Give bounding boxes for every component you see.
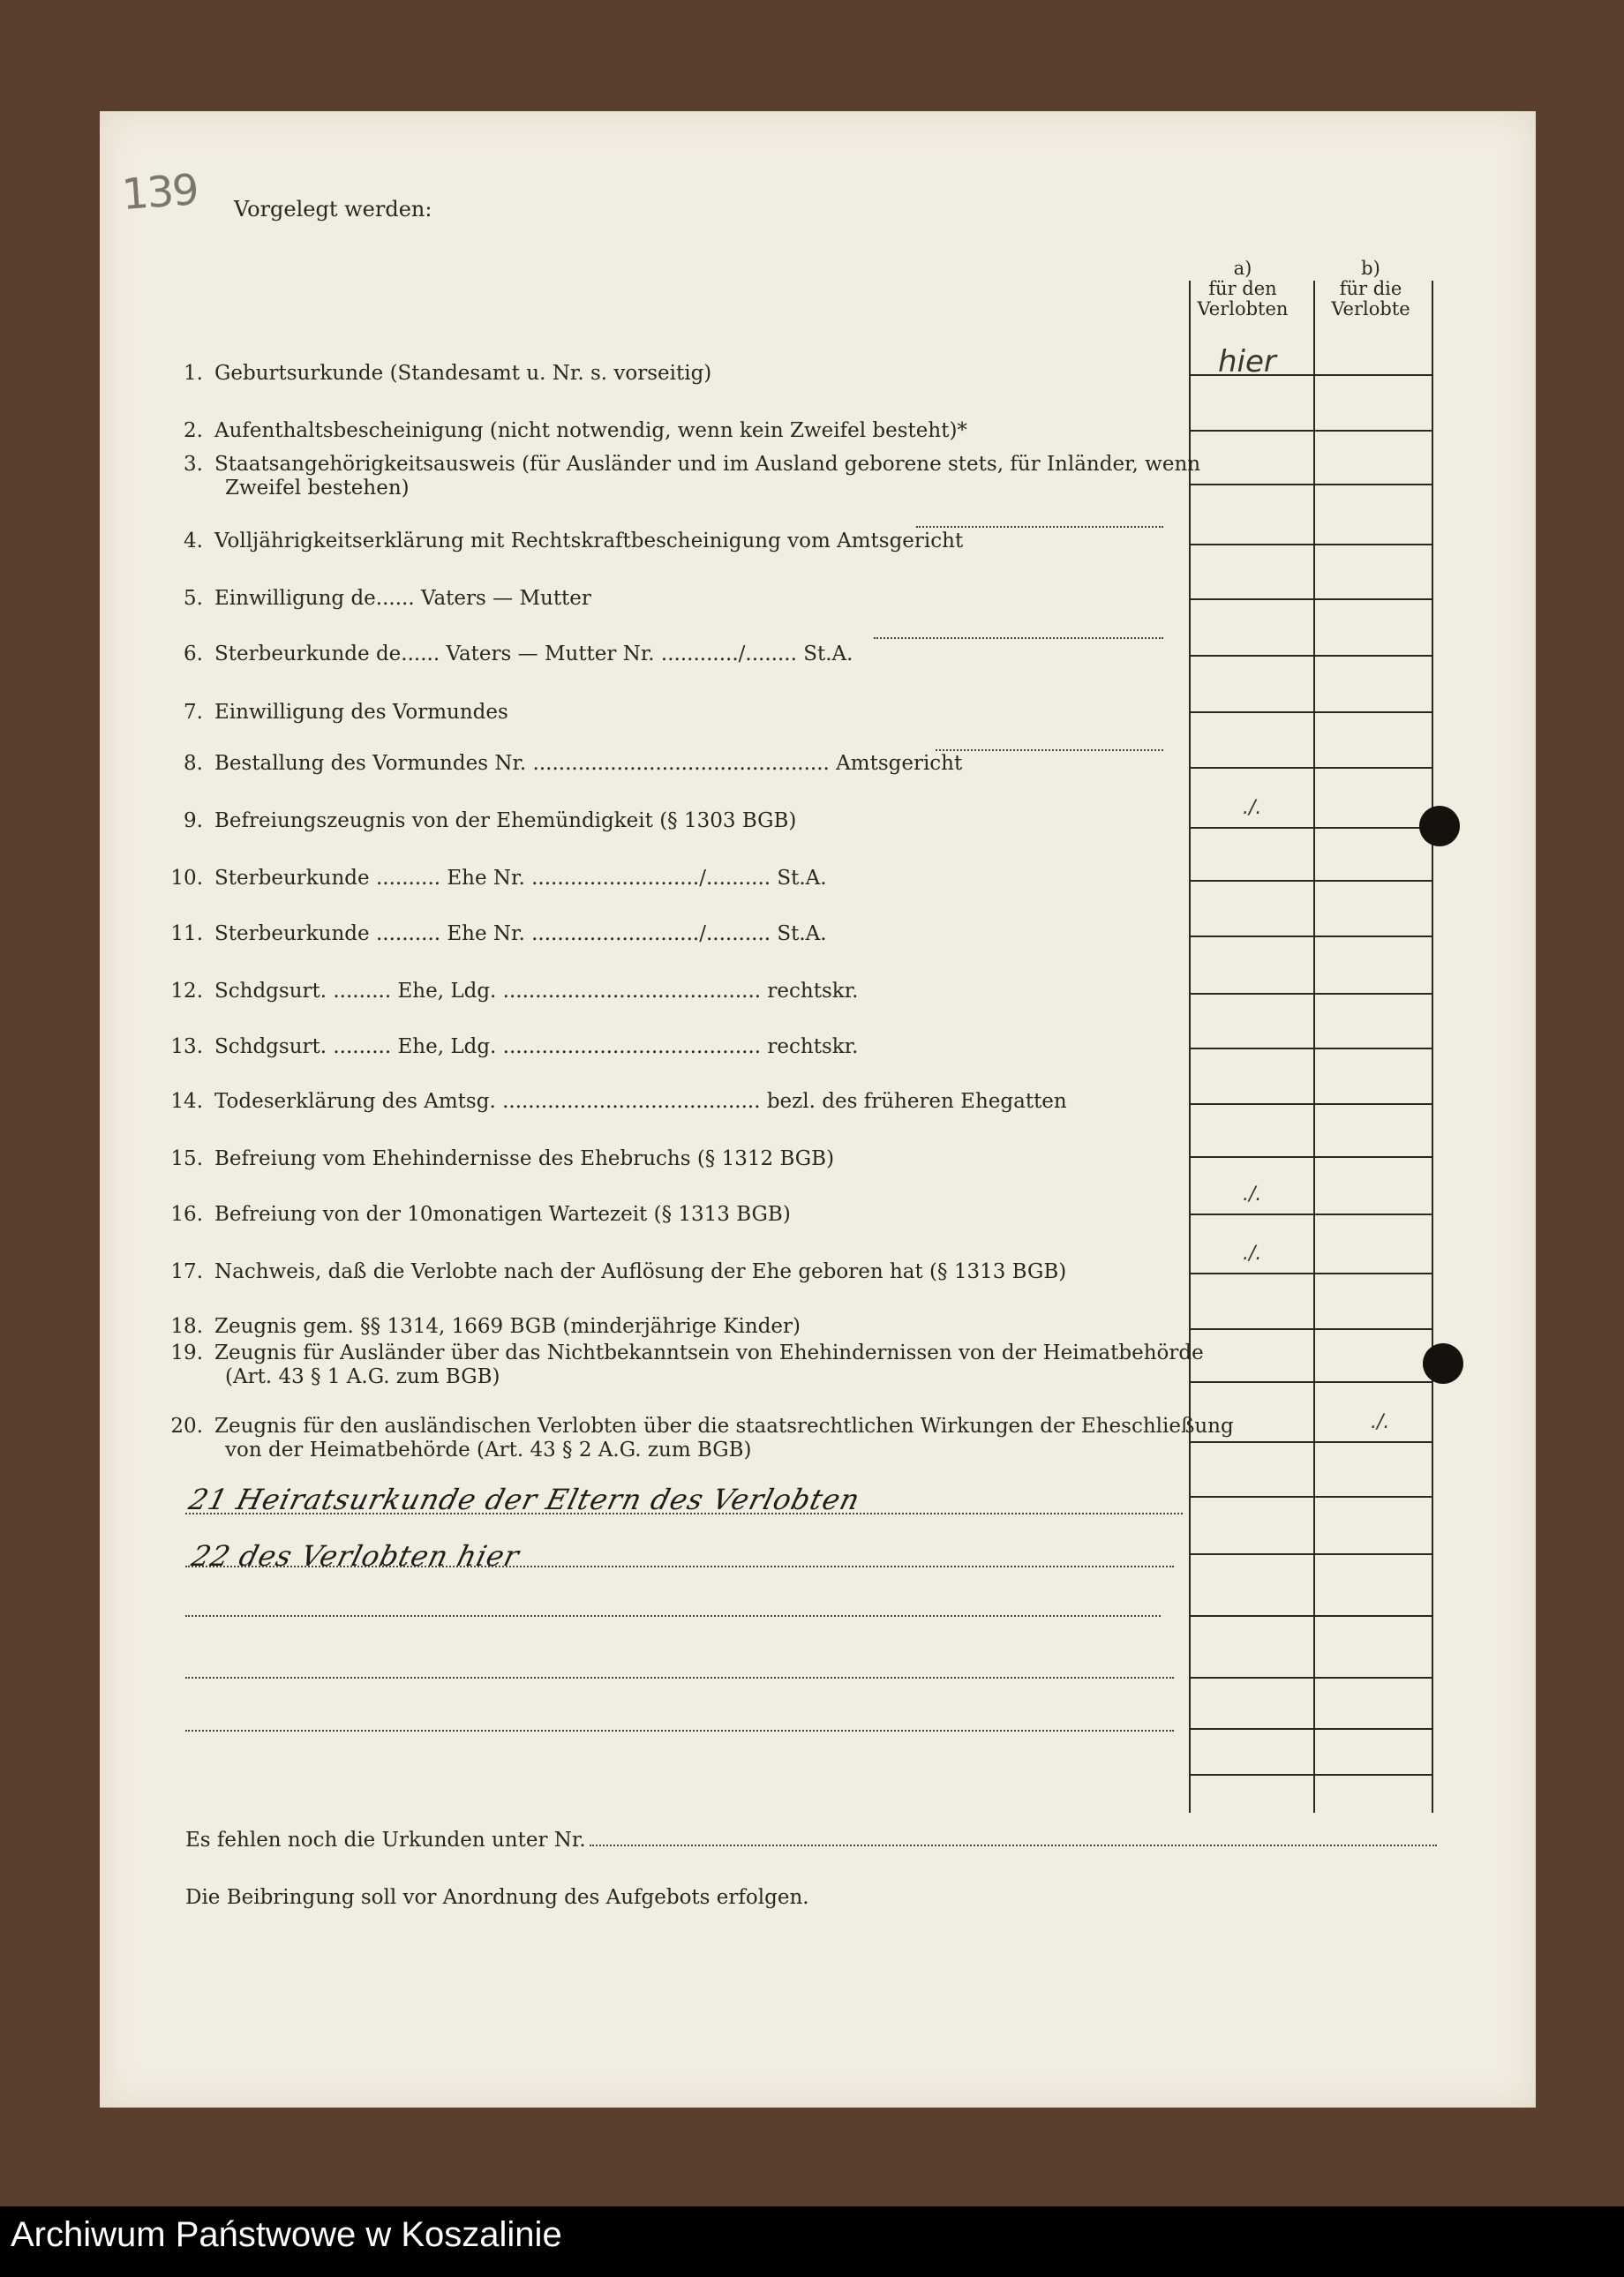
cell-line <box>1189 430 1313 432</box>
cell-line <box>1313 880 1433 882</box>
item-number: 4. <box>184 530 203 552</box>
leader-dots <box>936 749 1163 751</box>
cell-line <box>1313 1441 1433 1443</box>
cell-line <box>1189 655 1313 657</box>
item-text-continued: von der Heimatbehörde (Art. 43 § 2 A.G. zum BGB) <box>225 1439 752 1462</box>
item-number: 8. <box>184 752 203 775</box>
blank-line <box>185 1513 1183 1514</box>
item-text: Einwilligung de...... Vaters — Mutter <box>214 587 591 610</box>
item-number: 13. <box>170 1035 203 1058</box>
cell-line <box>1189 1328 1313 1330</box>
cell-line <box>1313 1615 1433 1617</box>
cell-line <box>1189 711 1313 713</box>
blank-line <box>185 1677 1174 1679</box>
cell-line <box>1189 827 1313 829</box>
cell-line <box>1313 1156 1433 1158</box>
column-rule <box>1313 281 1315 1813</box>
column-a-header: a) für den Verlobten <box>1197 258 1289 319</box>
cell-line <box>1189 1615 1313 1617</box>
item-text: Schdgsurt. ......... Ehe, Ldg. ........................................ rechtskr. <box>214 1035 859 1058</box>
item-text: Sterbeurkunde .......... Ehe Nr. ........................../.......... St.A. <box>214 867 827 890</box>
cell-line <box>1189 598 1313 600</box>
cell-line <box>1189 1496 1313 1498</box>
note-text: Die Beibringung soll vor Anordnung des Aufgebots erfolgen. <box>185 1886 809 1909</box>
item-number: 11. <box>170 922 203 945</box>
item-text: Einwilligung des Vormundes <box>214 701 508 724</box>
leader-dots <box>916 526 1163 528</box>
cell-line <box>1313 993 1433 995</box>
column-rule <box>1432 281 1433 1813</box>
cell-line <box>1313 711 1433 713</box>
archive-footer <box>0 2206 1624 2277</box>
item-text: Befreiung vom Ehehindernisse des Ehebruchs (§ 1312 BGB) <box>214 1147 835 1170</box>
item-text: Bestallung des Vormundes Nr. .............................................. Amtsgericht <box>214 752 963 775</box>
item-number: 10. <box>170 867 203 890</box>
cell-line <box>1189 767 1313 769</box>
cell-line <box>1189 1677 1313 1679</box>
item-text: Todeserklärung des Amtsg. ........................................ bezl. des früheren Ehegatten <box>214 1090 1067 1113</box>
form-header: Vorgelegt werden: <box>234 197 432 222</box>
item-text: Staatsangehörigkeitsausweis (für Ausländer und im Ausland geborene stets, für Inländer, wenn <box>214 453 1201 476</box>
cell-line <box>1189 1214 1313 1215</box>
item-number: 14. <box>170 1090 203 1113</box>
column-a-mark: ./. <box>1243 1184 1262 1206</box>
cell-line <box>1313 1496 1433 1498</box>
cell-line <box>1313 1774 1433 1776</box>
item-text: Befreiungszeugnis von der Ehemündigkeit (§ 1303 BGB) <box>214 809 797 832</box>
archive-name: Archiwum Państwowe w Koszalinie <box>11 2215 562 2254</box>
column-a-mark: hier <box>1218 344 1276 380</box>
item-number: 16. <box>170 1203 203 1226</box>
cell-line <box>1313 827 1433 829</box>
item-number: 1. <box>184 362 203 385</box>
missing-documents-line: Es fehlen noch die Urkunden unter Nr. <box>185 1829 1440 1852</box>
item-text: Nachweis, daß die Verlobte nach der Auflösung der Ehe geboren hat (§ 1313 BGB) <box>214 1260 1067 1283</box>
item-number: 17. <box>170 1260 203 1283</box>
item-text: Zeugnis für den ausländischen Verlobten über die staatsrechtlichen Wirkungen der Eheschließung <box>214 1415 1234 1438</box>
cell-line <box>1313 374 1433 376</box>
item-text: Aufenthaltsbescheinigung (nicht notwendig, wenn kein Zweifel besteht)* <box>214 419 967 442</box>
item-number: 18. <box>170 1315 203 1338</box>
cell-line <box>1313 1728 1433 1730</box>
column-a-mark: ./. <box>1243 1243 1262 1265</box>
item-text: Zeugnis gem. §§ 1314, 1669 BGB (minderjährige Kinder) <box>214 1315 801 1338</box>
item-number: 7. <box>184 701 203 724</box>
cell-line <box>1189 880 1313 882</box>
cell-line <box>1189 936 1313 937</box>
cell-line <box>1313 484 1433 485</box>
column-b-header: b) für die Verlobte <box>1331 258 1410 319</box>
leader-dots <box>874 637 1163 639</box>
item-number: 12. <box>170 980 203 1003</box>
item-text: Schdgsurt. ......... Ehe, Ldg. ........................................ rechtskr. <box>214 980 859 1003</box>
item-text: Sterbeurkunde .......... Ehe Nr. ........................../.......... St.A. <box>214 922 827 945</box>
item-text-continued: Zweifel bestehen) <box>225 477 410 500</box>
cell-line <box>1313 1553 1433 1555</box>
cell-line <box>1189 1273 1313 1274</box>
item-text-continued: (Art. 43 § 1 A.G. zum BGB) <box>225 1365 500 1388</box>
blank-line <box>185 1730 1174 1732</box>
cell-line <box>1189 1103 1313 1105</box>
cell-line <box>1313 1328 1433 1330</box>
item-number: 19. <box>170 1341 203 1364</box>
column-b-mark: ./. <box>1371 1411 1390 1433</box>
item-number: 5. <box>184 587 203 610</box>
cell-line <box>1189 484 1313 485</box>
item-text: Sterbeurkunde de...... Vaters — Mutter Nr. ............/........ St.A. <box>214 643 853 665</box>
cell-line <box>1189 1441 1313 1443</box>
item-text: Befreiung von der 10monatigen Wartezeit (§ 1313 BGB) <box>214 1203 791 1226</box>
cell-line <box>1313 1677 1433 1679</box>
column-a-mark: ./. <box>1243 797 1262 819</box>
handwritten-item-22: 22 des Verlobten hier <box>188 1539 523 1573</box>
item-number: 15. <box>170 1147 203 1170</box>
cell-line <box>1313 1273 1433 1274</box>
blank-line <box>185 1566 1174 1567</box>
cell-line <box>1313 1048 1433 1049</box>
cell-line <box>1189 993 1313 995</box>
blank-line <box>185 1615 1161 1617</box>
cell-line <box>1189 1381 1313 1383</box>
item-number: 9. <box>184 809 203 832</box>
cell-line <box>1189 1048 1313 1049</box>
cell-line <box>1313 430 1433 432</box>
cell-line <box>1313 936 1433 937</box>
item-number: 3. <box>184 453 203 476</box>
cell-line <box>1313 544 1433 545</box>
cell-line <box>1313 655 1433 657</box>
cell-line <box>1313 1103 1433 1105</box>
cell-line <box>1313 1214 1433 1215</box>
cell-line <box>1313 598 1433 600</box>
punch-hole <box>1423 1343 1463 1384</box>
cell-line <box>1189 1156 1313 1158</box>
item-text: Volljährigkeitserklärung mit Rechtskraftbescheinigung vom Amtsgericht <box>214 530 964 552</box>
item-number: 2. <box>184 419 203 442</box>
item-number: 6. <box>184 643 203 665</box>
item-text: Geburtsurkunde (Standesamt u. Nr. s. vorseitig) <box>214 362 712 385</box>
cell-line <box>1189 1728 1313 1730</box>
handwritten-item-21: 21 Heiratsurkunde der Eltern des Verlobten <box>185 1483 864 1516</box>
cell-line <box>1313 1381 1433 1383</box>
cell-line <box>1189 1553 1313 1555</box>
cell-line <box>1189 1774 1313 1776</box>
item-text: Zeugnis für Ausländer über das Nichtbekanntsein von Ehehindernissen von der Heimatbehörde <box>214 1341 1204 1364</box>
cell-line <box>1189 544 1313 545</box>
item-number: 20. <box>170 1415 203 1438</box>
cell-line <box>1313 767 1433 769</box>
punch-hole <box>1419 806 1460 846</box>
column-rule <box>1189 281 1191 1813</box>
pencil-page-number: 139 <box>120 165 199 220</box>
